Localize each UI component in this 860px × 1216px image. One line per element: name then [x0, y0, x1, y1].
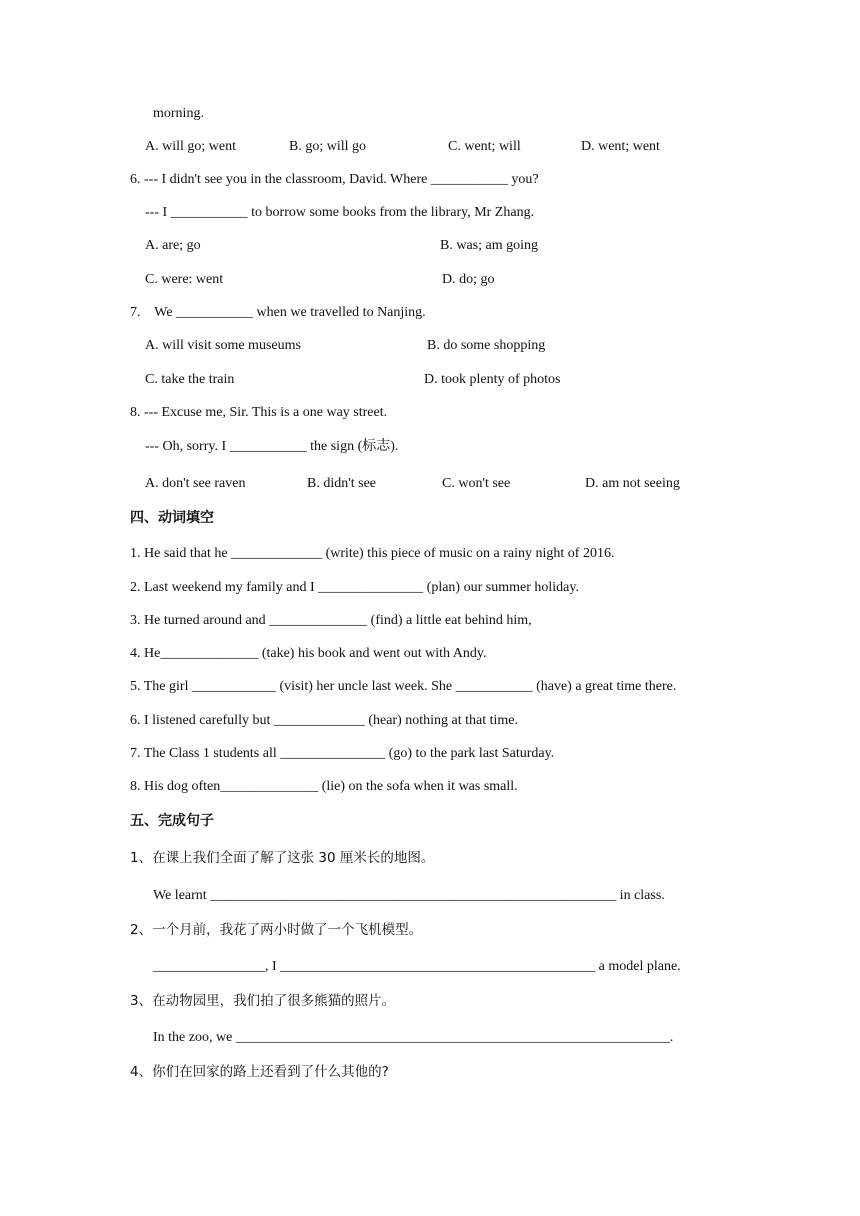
s4-item-4: 4. He______________ (take) his book and went out with Andy. — [130, 646, 487, 661]
s4-item-3: 3. He turned around and ______________ (find) a little eat behind him, — [130, 613, 532, 628]
s4-item-6: 6. I listened carefully but _____________ (hear) nothing at that time. — [130, 713, 519, 728]
s5-item-2-english: ________________, I _____________________________________________ a model plane. — [153, 959, 681, 974]
q7-option-c: C. take the train — [145, 372, 235, 387]
s4-item-5: 5. The girl ____________ (visit) her uncle last week. She ___________ (have) a great time there. — [130, 679, 677, 694]
s4-item-1: 1. He said that he _____________ (write) this piece of music on a rainy night of 2016. — [130, 546, 615, 561]
q7-option-a: A. will visit some museums — [145, 338, 301, 353]
q5-option-d: D. went; went — [581, 139, 660, 154]
q5-stem-continuation: morning. — [153, 106, 204, 121]
q8-option-b: B. didn't see — [307, 476, 377, 491]
q6-stem: 6. --- I didn't see you in the classroom, David. Where ___________ you? — [130, 172, 539, 187]
q8-option-c: C. won't see — [442, 476, 511, 491]
s5-item-2-chinese: 2、一个月前，我花了两小时做了一个飞机模型。 — [130, 922, 423, 938]
s5-item-1-chinese: 1、在课上我们全面了解了这张 30 厘米长的地图。 — [130, 850, 435, 866]
q5-option-b: B. go; will go — [289, 139, 367, 154]
q6-option-c: C. were: went — [145, 272, 224, 287]
q7-option-d: D. took plenty of photos — [424, 372, 561, 387]
q6-option-d: D. do; go — [442, 272, 495, 287]
s5-item-3-chinese: 3、在动物园里，我们拍了很多熊猫的照片。 — [130, 993, 396, 1009]
q6-option-a: A. are; go — [145, 238, 201, 253]
q8-stem: 8. --- Excuse me, Sir. This is a one way street. — [130, 405, 388, 420]
q6-reply: --- I ___________ to borrow some books from the library, Mr Zhang. — [145, 205, 535, 220]
s4-item-8: 8. His dog often______________ (lie) on the sofa when it was small. — [130, 779, 518, 794]
q5-option-c: C. went; will — [448, 139, 521, 154]
s5-item-3-english: In the zoo, we ______________________________________________________________. — [153, 1030, 674, 1045]
q8-reply: --- Oh, sorry. I ___________ the sign (标志). — [145, 439, 399, 454]
section-5-heading: 五、完成句子 — [130, 813, 214, 829]
q8-option-a: A. don't see raven — [145, 476, 246, 491]
q7-stem: 7. We ___________ when we travelled to Nanjing. — [130, 305, 426, 320]
s5-item-4-chinese: 4、你们在回家的路上还看到了什么其他的? — [130, 1064, 389, 1080]
s4-item-2: 2. Last weekend my family and I _______________ (plan) our summer holiday. — [130, 580, 579, 595]
q7-option-b: B. do some shopping — [427, 338, 546, 353]
section-4-heading: 四、动词填空 — [130, 510, 214, 526]
s5-item-1-english: We learnt __________________________________________________________ in class. — [153, 888, 665, 903]
s4-item-7: 7. The Class 1 students all _______________ (go) to the park last Saturday. — [130, 746, 555, 761]
q5-option-a: A. will go; went — [145, 139, 236, 154]
q6-option-b: B. was; am going — [440, 238, 538, 253]
q8-option-d: D. am not seeing — [585, 476, 680, 491]
